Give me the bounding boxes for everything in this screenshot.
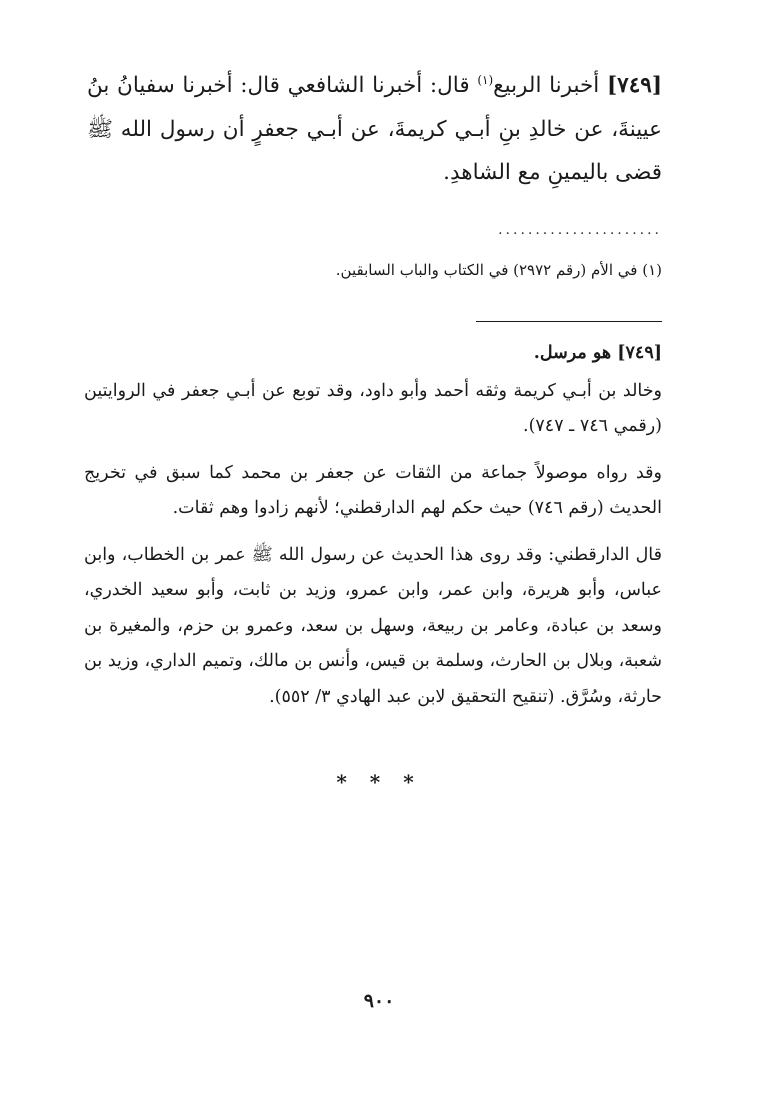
section-divider: * * * xyxy=(336,770,422,794)
footnote-marker: (١) xyxy=(477,72,494,87)
hadith-text xyxy=(87,64,662,195)
hadith-number: [٧٤٩] xyxy=(606,73,662,98)
commentary-paragraph-3: قال الدارقطني: وقد روى هذا الحديث عن رسول الله ﷺ عمر بن الخطاب، وابن عباس، وأبو هريرة، وابن عمر، وابن عمرو، وزيد بن ثابت، وأبو سعيد الخدري، وسعد بن عبادة، وعامر بن ربيعة، وسهل بن سعد، وعمرو بن حزم، والمغيرة بن شعبة، وبلال بن الحارث، وسلمة بن قيس، وأنس بن مالك، وتميم الداري، وزيد بن حارثة، وسُرَّق. (تنقيح التحقيق لابن عبد الهادي ٣/ ٥٥٢). xyxy=(84,544,662,707)
hadith-text-rest: قال: أخبرنا الشافعي قال: أخبرنا سفيانُ بنُ عيينةَ، عن خالدِ بنِ أبـي كريمةَ، عن أبـي جعفرٍ أن رسول الله ﷺ قضى باليمينِ مع الشاهدِ. xyxy=(87,73,662,185)
footnote: (١) في الأم (رقم ٢٩٧٢) في الكتاب والباب السابقين. xyxy=(335,261,662,279)
footnote-separator: ...................... xyxy=(498,222,662,238)
page-number: ٩٠٠ xyxy=(363,990,395,1012)
commentary xyxy=(84,336,662,726)
commentary-paragraph-2: وقد رواه موصولاً جماعة من الثقات عن جعفر بن محمد كما سبق في تخريج الحديث (رقم ٧٤٦) حيث حكم لهم الدارقطني؛ لأنهم زادوا وهم ثقات. xyxy=(84,462,662,518)
commentary-paragraph-1: وخالد بن أبـي كريمة وثقه أحمد وأبو داود، وقد توبع عن أبـي جعفر في الروايتين (رقمي ٧٤٦ ـ ٧٤٧). xyxy=(84,380,662,436)
commentary-heading: [٧٤٩] هو مرسل. xyxy=(533,343,662,363)
hadith-text-start: أخبرنا الربيع xyxy=(493,73,600,98)
commentary-separator xyxy=(476,321,662,322)
